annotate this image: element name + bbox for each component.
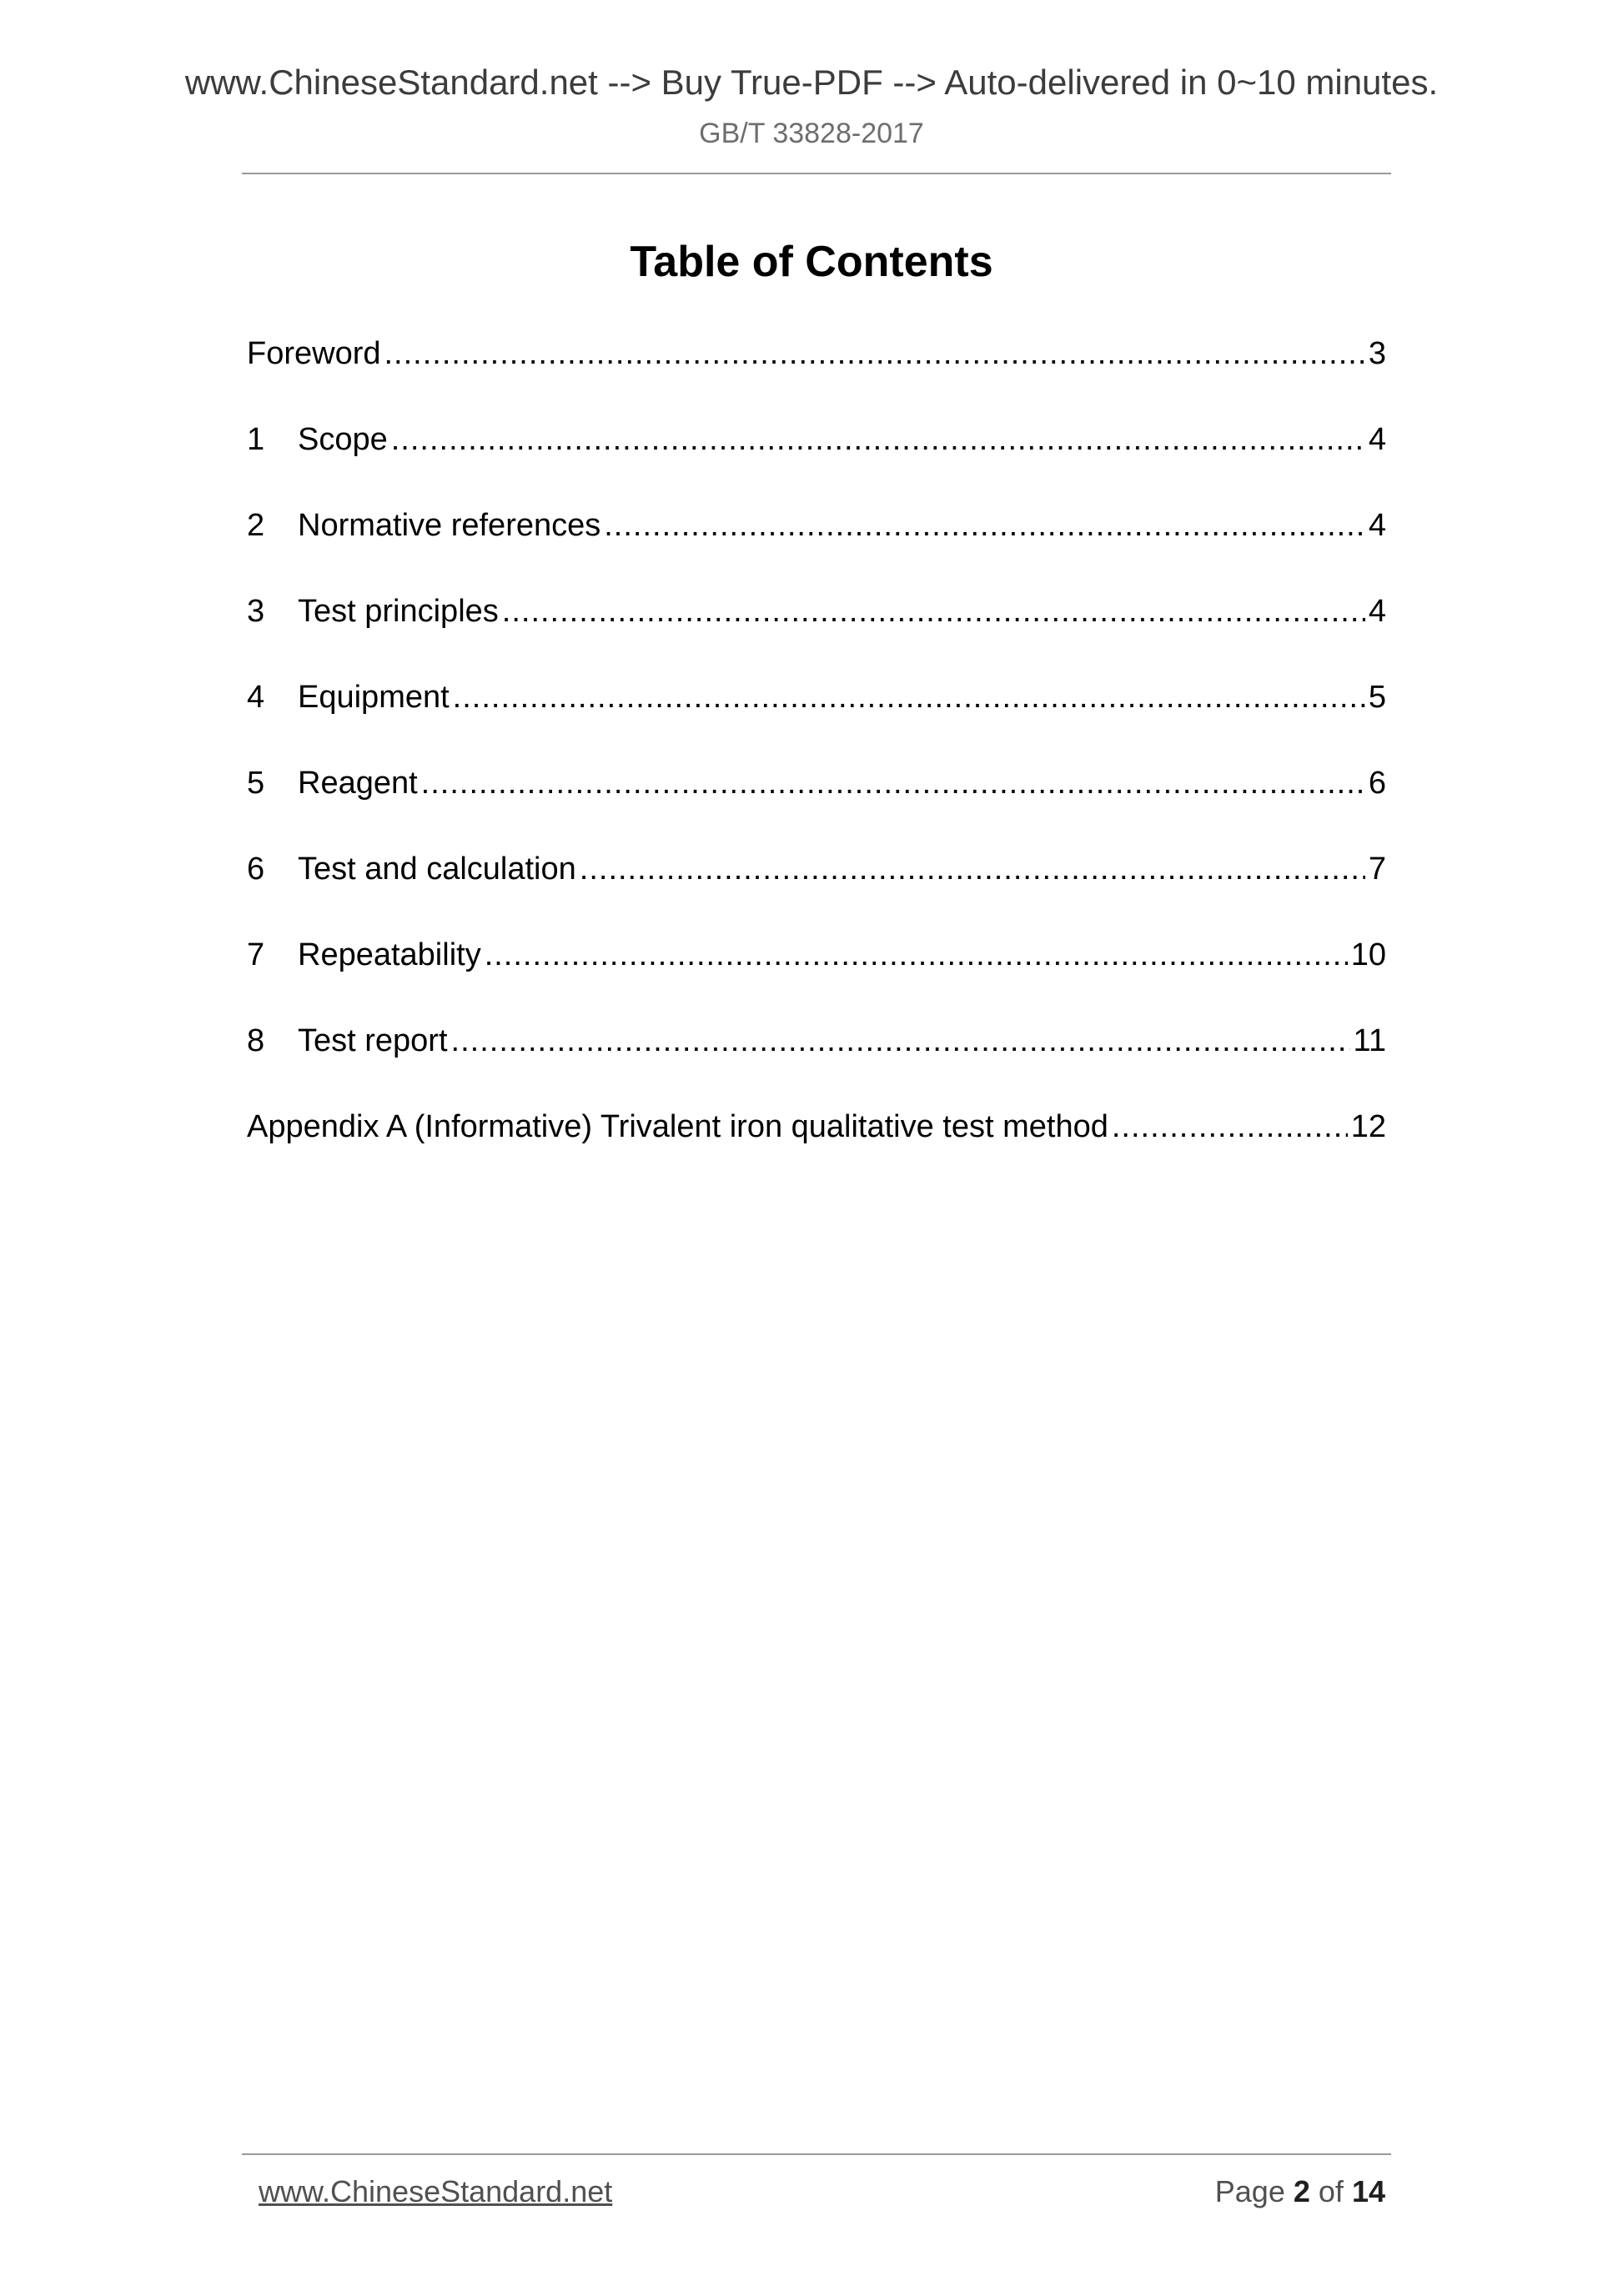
toc-entry-label: Equipment [298, 680, 450, 715]
standard-code: GB/T 33828-2017 [699, 118, 924, 149]
toc-entry-page: 12 [1350, 1109, 1386, 1144]
toc-leader-dots [604, 502, 1365, 549]
toc-entry-number: 3 [247, 594, 265, 629]
toc-entry-label: Test principles [298, 594, 499, 629]
toc-leader-dots [485, 932, 1348, 978]
toc-entry-number: 1 [247, 422, 265, 457]
toc-list [247, 330, 1386, 1189]
toc-entry-page: 3 [1368, 336, 1386, 371]
toc-entry-number: 2 [247, 508, 265, 543]
footer-divider [242, 2153, 1391, 2155]
header-divider [242, 173, 1391, 174]
page-of: of [1318, 2174, 1344, 2208]
toc-leader-dots [1112, 1103, 1348, 1150]
toc-entry-test-report[interactable] [247, 1017, 1386, 1103]
toc-leader-dots [453, 674, 1365, 721]
toc-entry-label: Appendix A (Informative) Trivalent iron qualitative test method [247, 1109, 1108, 1144]
page-indicator [1214, 2174, 1385, 2208]
toc-entry-equipment[interactable] [247, 674, 1386, 760]
toc-entry-label: Normative references [298, 508, 601, 543]
toc-entry-number: 5 [247, 766, 265, 801]
toc-entry-page: 6 [1368, 766, 1386, 801]
toc-entry-label: Test report [298, 1023, 448, 1058]
toc-leader-dots [502, 588, 1365, 635]
toc-entry-test-principles[interactable] [247, 588, 1386, 674]
toc-entry-scope[interactable] [247, 416, 1386, 502]
toc-leader-dots [451, 1017, 1350, 1064]
toc-entry-normative-references[interactable] [247, 502, 1386, 588]
toc-entry-label: Scope [298, 422, 388, 457]
toc-entry-page: 4 [1368, 594, 1386, 629]
toc-entry-page: 4 [1368, 422, 1386, 457]
toc-entry-label: Reagent [298, 766, 418, 801]
toc-entry-repeatability[interactable] [247, 932, 1386, 1017]
footer-site-link[interactable]: www.ChineseStandard.net [259, 2174, 613, 2208]
toc-entry-page: 7 [1368, 852, 1386, 887]
toc-leader-dots [384, 330, 1365, 377]
page-prefix: Page [1214, 2174, 1285, 2208]
toc-entry-reagent[interactable] [247, 760, 1386, 846]
toc-leader-dots [421, 760, 1365, 806]
toc-entry-appendix-a[interactable] [247, 1103, 1386, 1189]
page-current: 2 [1293, 2174, 1310, 2208]
toc-entry-page: 5 [1368, 680, 1386, 715]
toc-entry-label: Foreword [247, 336, 381, 371]
toc-entry-number: 4 [247, 680, 265, 715]
header-banner: www.ChineseStandard.net --> Buy True-PDF --> Auto-delivered in 0~10 minutes. [184, 63, 1439, 102]
toc-entry-number: 6 [247, 852, 265, 887]
page-total: 14 [1351, 2174, 1385, 2208]
toc-entry-number: 8 [247, 1023, 265, 1058]
toc-entry-number: 7 [247, 937, 265, 972]
toc-entry-page: 4 [1368, 508, 1386, 543]
toc-entry-label: Test and calculation [298, 852, 576, 887]
toc-leader-dots [391, 416, 1365, 463]
toc-entry-label: Repeatability [298, 937, 481, 972]
toc-entry-foreword[interactable] [247, 330, 1386, 416]
toc-leader-dots [580, 846, 1365, 892]
toc-title: Table of Contents [630, 238, 993, 286]
toc-entry-page: 11 [1353, 1023, 1386, 1058]
toc-entry-page: 10 [1350, 937, 1386, 972]
toc-entry-test-and-calculation[interactable] [247, 846, 1386, 932]
